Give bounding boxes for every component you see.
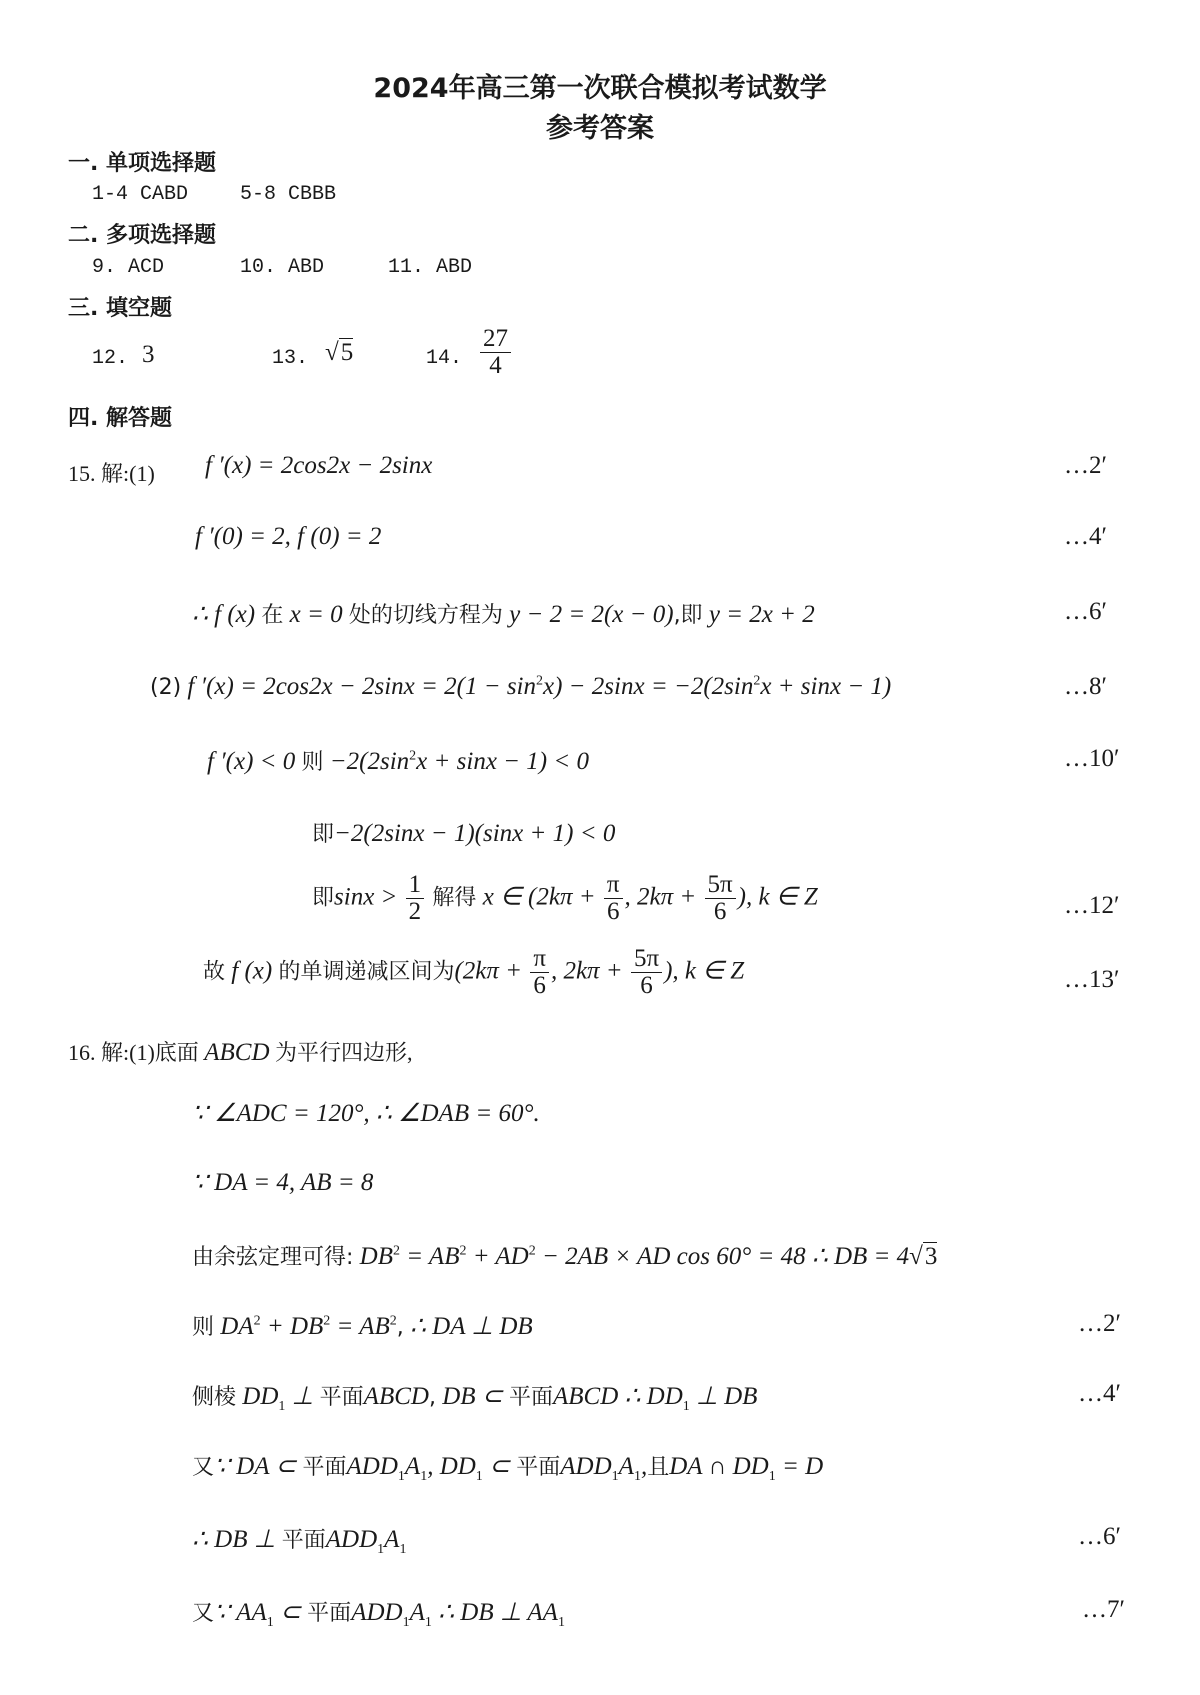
p15-line-4: (2) f $'(x) = 2\cos 2x - 2\sin x = 2(1 - \sin^2x) - 2\sin x = -2(2\sin^2x + \sin x - 1)$ [150,673,892,700]
multi-choice-answer-11: 11. ABD [388,256,473,279]
section-heading-single-choice: 一. 单项选择题 [68,151,217,176]
p16-line-3: 由余弦定理可得: $DB^2 = AB^2 + AD^2 - 2AB$ × AD cos 60° = 48 ∴ DB = 4√3 [192,1243,938,1270]
p16-line-8: 又∵ $AA_1$ ⊂ 平面$ADD_1A_1$ ∴ DB ⊥ $AA_1$ [192,1599,565,1630]
fill-answer-12: 3 [142,341,155,368]
problem-16-label: 16. 解:(1)底面 ABCD 为平行四边形, [68,1039,413,1066]
score-mark: …2′ [1078,1310,1121,1337]
p15-line-2: f ′(0) = 2, f (0) = 2 [195,523,382,550]
multi-choice-answer-10: 10. ABD [240,256,325,279]
score-mark: …8′ [1064,673,1107,700]
p16-line-7: ∴ DB ⊥ 平面$ADD_1A_1$ [192,1526,407,1557]
p16-line-2: ∵ DA = 4, AB = 8 [192,1169,374,1196]
fill-label-14: 14. [426,347,463,370]
score-mark: …12′ [1064,892,1120,919]
fraction: $\frac{\pi}{6}$ [604,872,623,926]
problem-15-label: 15. 解:(1) [68,461,155,486]
p15-line-6: 即−2(2sinx − 1)(sinx + 1) < 0 [312,820,616,847]
fraction: $\frac{5\pi}{6}$ [705,872,736,926]
sqrt-sign: √5 [325,339,354,366]
section-heading-fill-blank: 三. 填空题 [68,296,173,321]
page-title: 2024年高三第一次联合模拟考试数学 [373,73,827,104]
page-subtitle: 参考答案 [546,113,654,144]
section-heading-solutions: 四. 解答题 [68,406,173,431]
fill-answer-14 [478,326,513,380]
score-mark: …4′ [1064,523,1107,550]
section-heading-multi-choice: 二. 多项选择题 [68,223,217,248]
score-mark: …6′ [1078,1523,1121,1550]
p16-line-6: 又∵ DA ⊂ 平面$ADD_1A_1$, $DD_1$ ⊂ 平面$ADD_1A_1$,且DA ∩ $DD_1 = D$ [192,1453,824,1484]
score-mark: …7′ [1082,1596,1125,1623]
single-choice-answer-2: 5-8 CBBB [240,183,337,206]
fill-answer-13 [325,339,353,367]
p16-line-5: 侧棱 $DD_1$ ⊥ 平面ABCD, DB ⊂ 平面ABCD ∴ $DD_1$ ⊥ DB [192,1383,758,1414]
p16-line-4: 则 $DA^2 + DB^2 = AB^2$, ∴ DA ⊥ DB [192,1313,533,1340]
p15-line-1: f ′(x) = 2cos2x − 2sinx [205,452,433,479]
fraction: $\frac{5\pi}{6}$ [631,946,662,1000]
score-mark: …13′ [1064,966,1120,993]
fill-label-13: 13. [272,347,309,370]
score-mark: …4′ [1078,1380,1121,1407]
score-mark: …10′ [1064,745,1120,772]
score-mark: …2′ [1064,452,1107,479]
fraction: $\frac{\pi}{6}$ [530,946,549,1000]
sqrt-sign: √3 [909,1243,938,1270]
fraction: $\frac{1}{2}$ [406,872,425,926]
fill-label-12: 12. [92,347,129,370]
p16-line-1: ∵ ∠ADC = 120°, ∴ ∠DAB = 60°. [192,1100,540,1127]
p15-line-7: 即sinx > $\frac{1}{2}$ 解得 x ∈ (2kπ + $\frac{\pi}{6}$ , 2kπ + $\frac{5\pi}{6}$ ), k ∈ Z [312,871,818,926]
multi-choice-answer-9: 9. ACD [92,256,165,279]
fraction: $\frac{27}{4}$ [480,326,511,380]
score-mark: …6′ [1064,598,1107,625]
p15-line-8: 故 f (x) 的单调递减区间为(2kπ + $\frac{\pi}{6}$ , 2kπ + $\frac{5\pi}{6}$ ), k ∈ Z [203,945,745,1000]
p15-line-3: ∴ f (x) 在 x = 0 处的切线方程为 y − 2 = 2(x − 0),即 y = 2x + 2 [192,601,815,628]
single-choice-answer-1: 1-4 CABD [92,183,189,206]
p15-line-5: f ′(x) < 0 则 $-2(2\sin^2x + \sin x - 1) < 0$ [207,748,589,775]
